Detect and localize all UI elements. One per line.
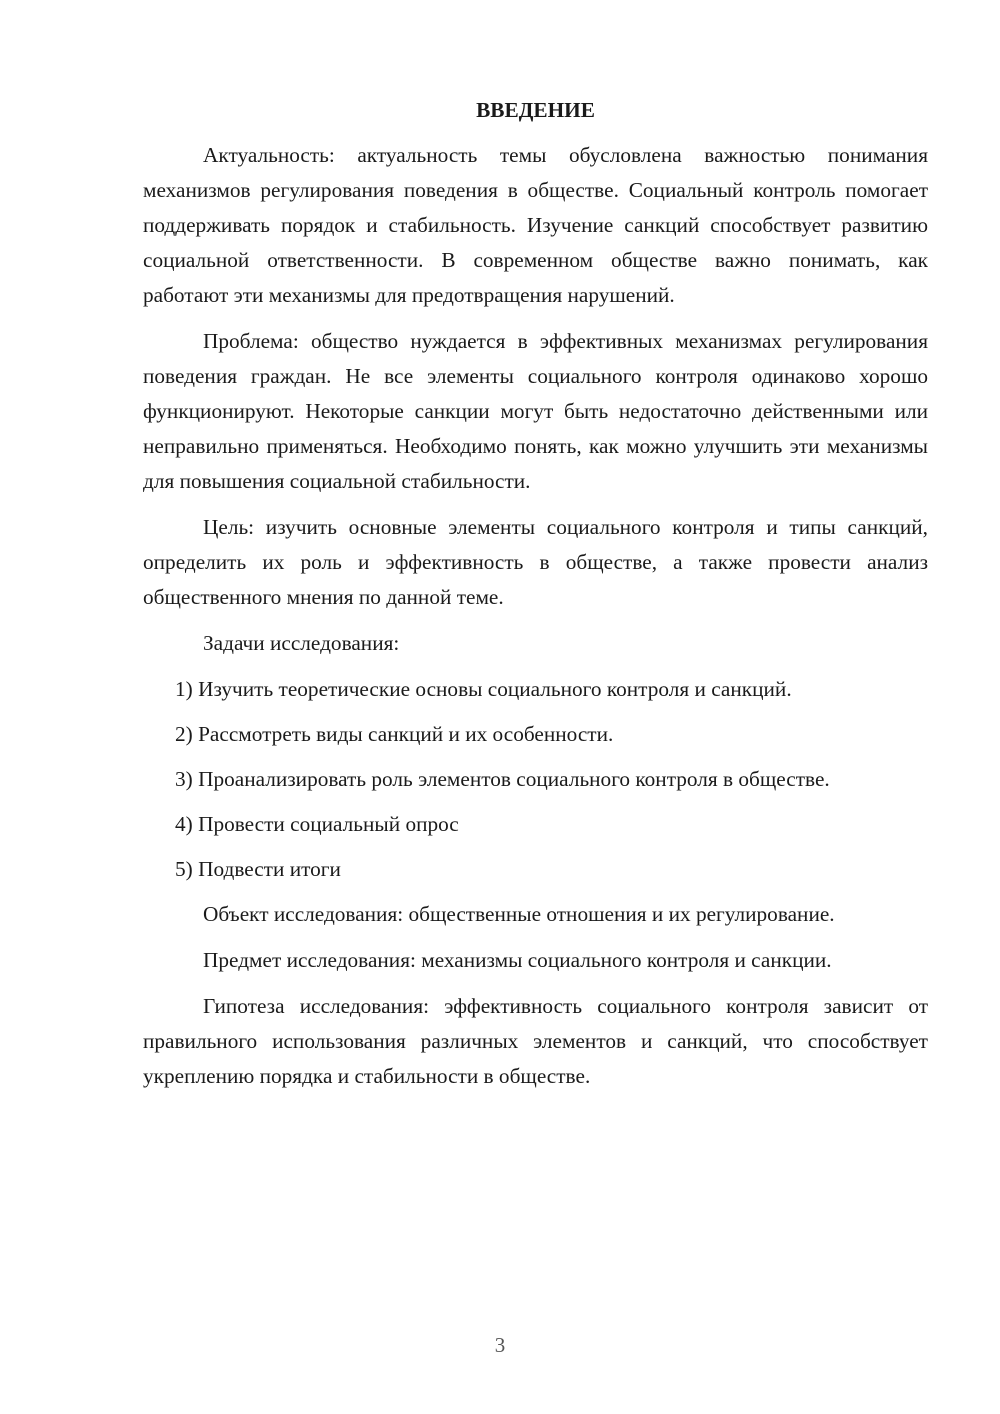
task-item: 5) Подвести итоги <box>175 857 341 881</box>
page-number: 3 <box>494 1333 506 1357</box>
page-title: ВВЕДЕНИЕ <box>476 98 595 122</box>
document-page <box>143 93 928 1105</box>
task-item: 2) Рассмотреть виды санкций и их особенности. <box>175 722 614 746</box>
subject-paragraph: Предмет исследования: механизмы социального контроля и санкции. <box>203 948 832 972</box>
tasks-heading: Задачи исследования: <box>203 631 400 655</box>
goal-paragraph: Цель: изучить основные элементы социального контроля и типы санкций, определить их роль и эффективность в обществе, а также провести анализ общественного мнения по данной теме. <box>143 515 928 609</box>
relevance-paragraph: Актуальность: актуальность темы обусловлена важностью понимания механизмов регулирования поведения в обществе. Социальный контроль помогает поддерживать порядок и стабильность. Изучение санкций способствует развитию социальной ответственности. В современном обществе важно понимать, как работают эти механизмы для предотвращения нарушений. <box>143 143 928 307</box>
hypothesis-paragraph: Гипотеза исследования: эффективность социального контроля зависит от правильного использования различных элементов и санкций, что способствует укреплению порядка и стабильности в обществе. <box>143 994 928 1088</box>
task-item: 3) Проанализировать роль элементов социального контроля в обществе. <box>175 767 830 791</box>
object-paragraph: Объект исследования: общественные отношения и их регулирование. <box>203 902 835 926</box>
task-item: 4) Провести социальный опрос <box>175 812 459 836</box>
problem-paragraph: Проблема: общество нуждается в эффективных механизмах регулирования поведения граждан. Не все элементы социального контроля одинаково хорошо функционируют. Некоторые санкции могут быть недостаточно действенными или неправильно применяться. Необходимо понять, как можно улучшить эти механизмы для повышения социальной стабильности. <box>143 329 928 493</box>
task-item: 1) Изучить теоретические основы социального контроля и санкций. <box>175 677 792 701</box>
